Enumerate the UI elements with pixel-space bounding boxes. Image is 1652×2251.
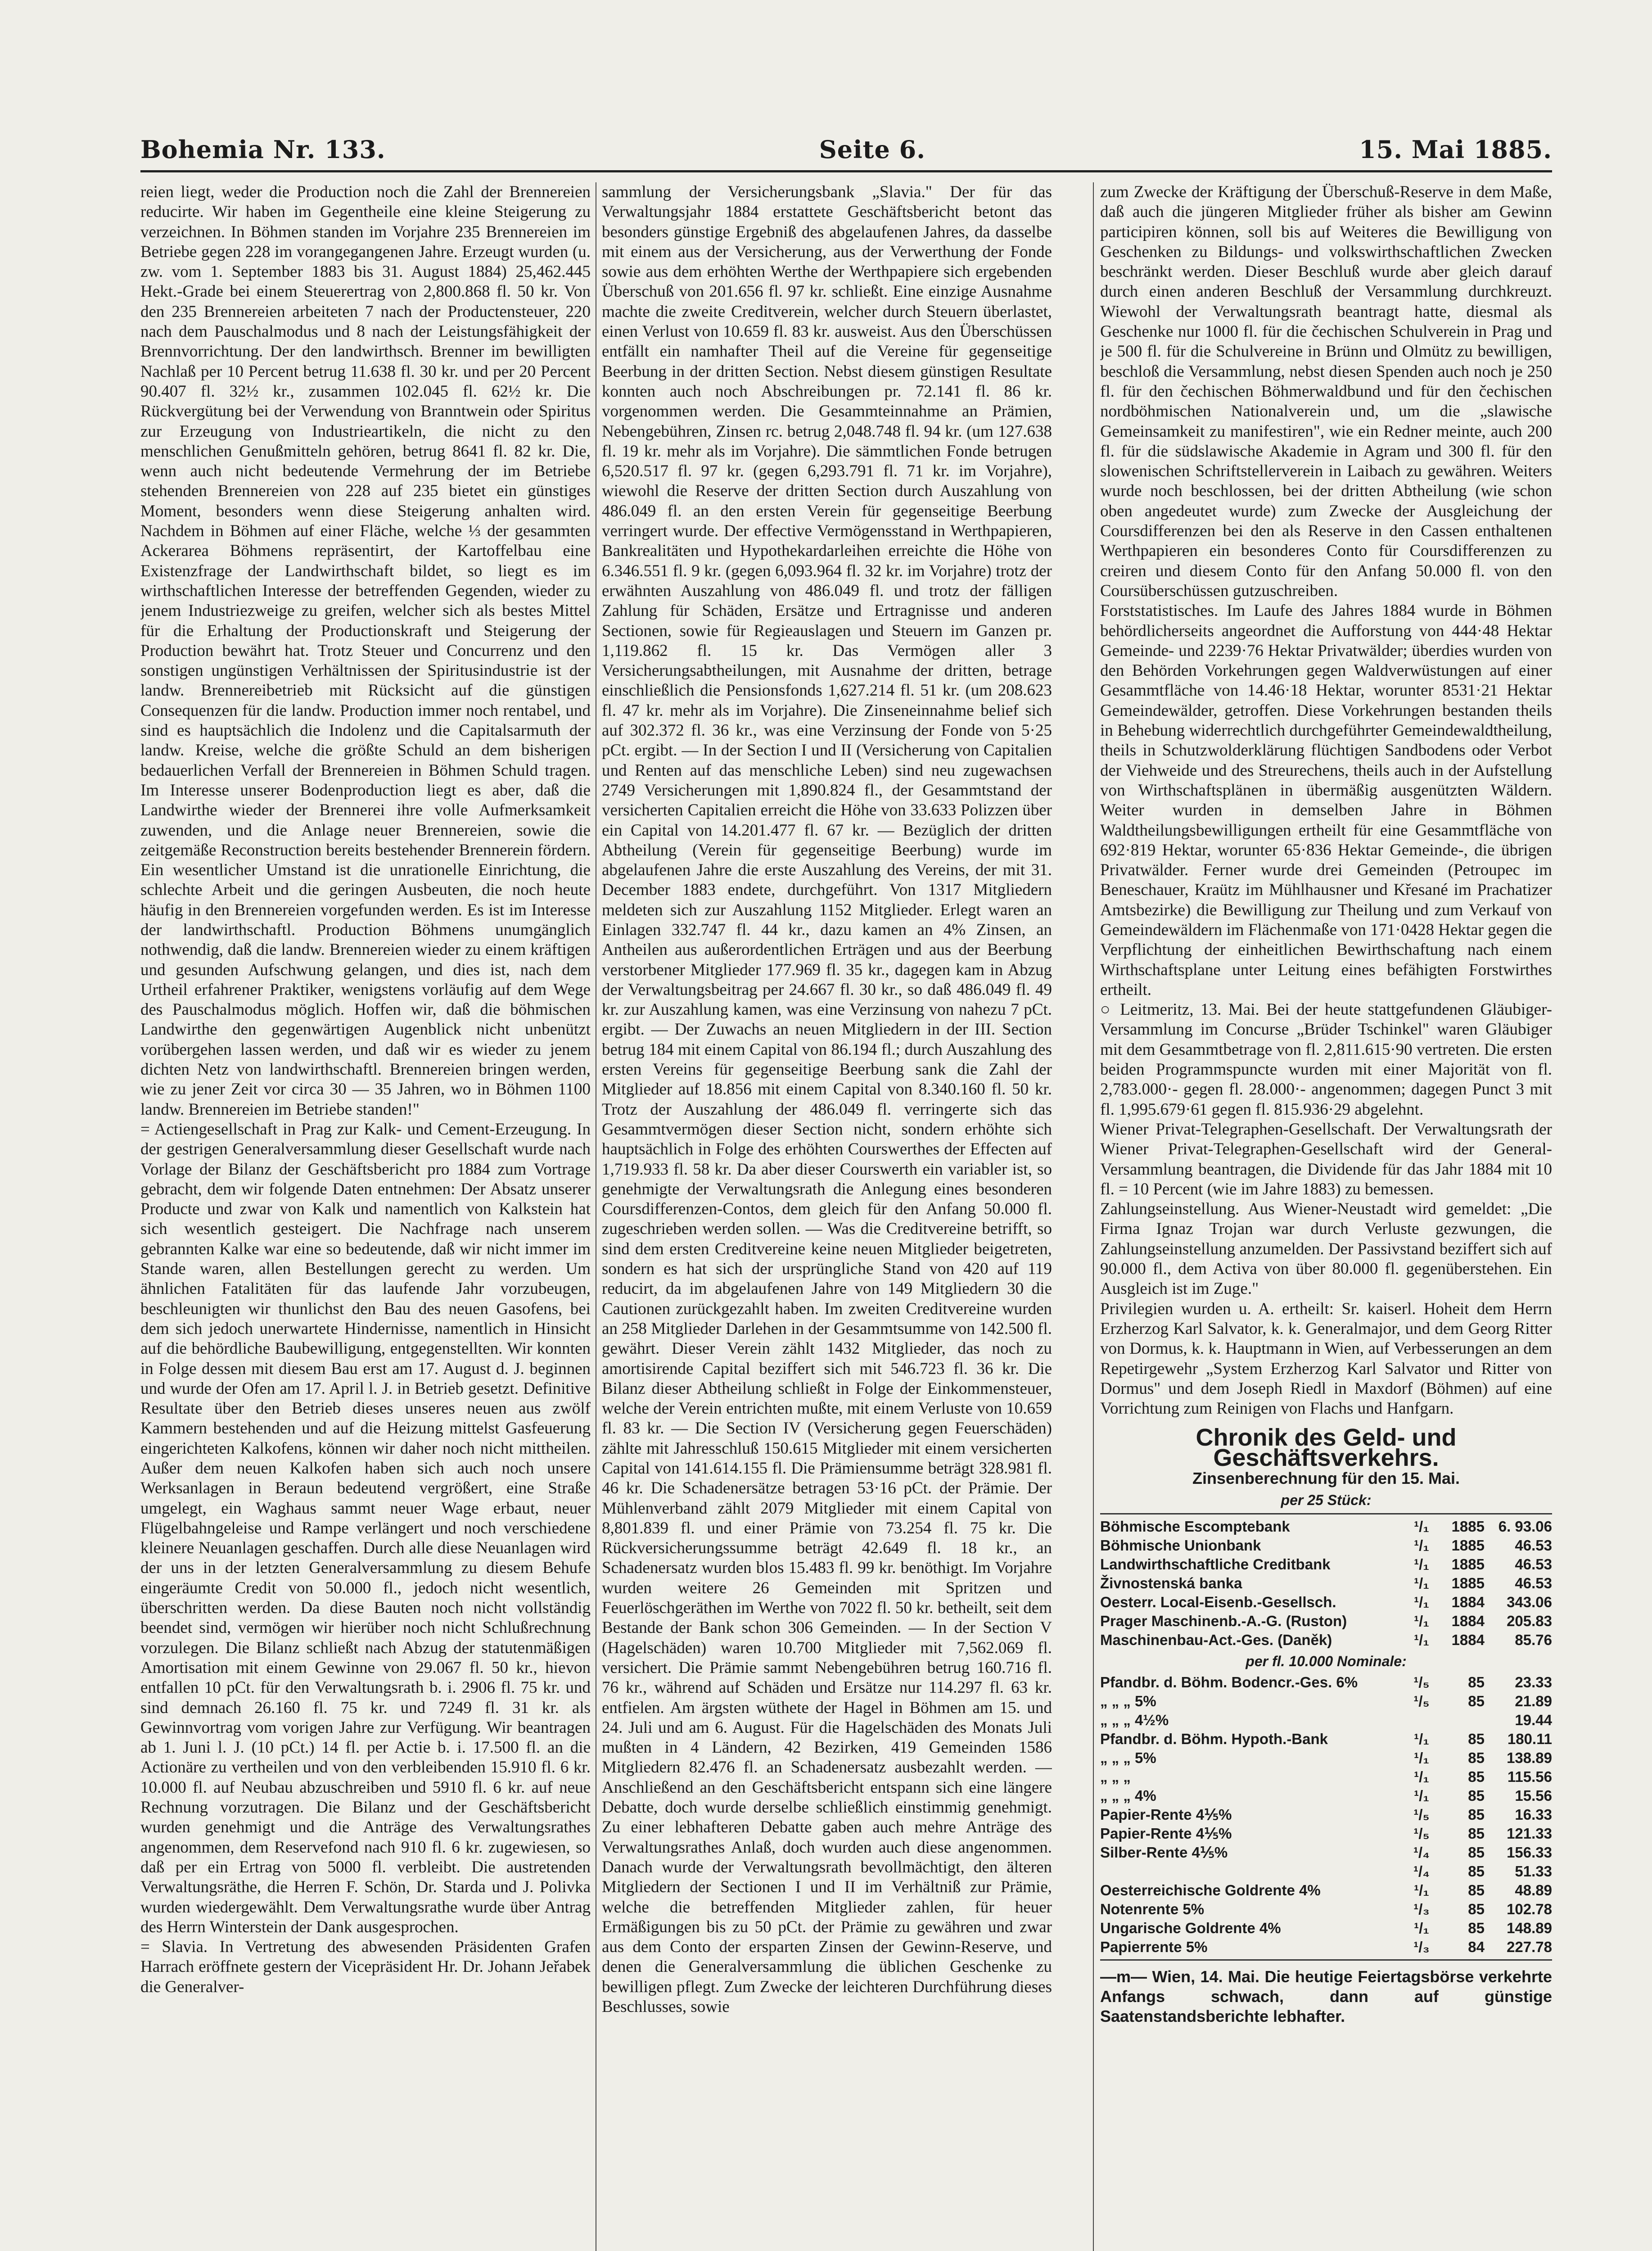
quote-price: 148.89 xyxy=(1507,1919,1552,1936)
quote-fraction: ¹/₃ xyxy=(1413,1938,1430,1955)
header-page-number: Seite 6. xyxy=(819,135,926,164)
quote-price: 23.33 xyxy=(1515,1673,1552,1691)
article-leitmeritz: ○ Leitmeritz, 13. Mai. Bei der heute stattgefundenen Gläubiger-Versammlung im Concurse „Brüder Tschinkel" waren Gläubiger mit dem Gesammtbetrage von fl. 2,811.615·90 vertreten. Die ersten beiden Programmspuncte wurden mit einer Majorität von fl. 2,783.000·- gegen fl. 28.000·- angenommen; dagegen Punct 3 mit fl. 1,995.679·61 gegen fl. 815.936·29 abgelehnt. xyxy=(1100,1000,1552,1119)
quote-name: Maschinenbau-Act.-Ges. (Daněk) xyxy=(1100,1631,1332,1648)
quote-name: Oesterreichische Goldrente 4% xyxy=(1100,1881,1321,1898)
quote-price: 15.56 xyxy=(1515,1787,1552,1804)
quote-price: 227.78 xyxy=(1507,1938,1552,1955)
quote-year: 1884 xyxy=(1451,1631,1485,1648)
quote-fraction: ¹/₁ xyxy=(1414,1749,1429,1766)
quote-row xyxy=(1100,1730,1552,1749)
header-rule xyxy=(140,170,1552,172)
quote-name: „ „ „ xyxy=(1100,1768,1131,1785)
quote-year: 85 xyxy=(1468,1862,1485,1880)
quote-year: 85 xyxy=(1468,1900,1485,1917)
quote-name: Prager Maschinenb.-A.-G. (Ruston) xyxy=(1100,1612,1347,1629)
article-brennereien: reien liegt, weder die Production noch die Zahl der Brennereien reducirte. Wir haben im Gegentheile eine kleine Steigerung zu verzeichnen. In Böhmen standen im Vorjahre 235 Brennereien im Betriebe gegen 228 im vorangegangenen Jahre. Erzeugt wurden (u. zw. vom 1. September 1883 bis 31. August 1884) 25,462.445 Hekt.-Grade bei einem Steuerertrag von 2,800.868 fl. 50 kr. Von den 235 Brennereien arbeiteten 7 nach der Productensteuer, 220 nach dem Pauschalmodus und 8 nach der Leistungsfähigkeit der Brennvorrichtung. Der den landwirthsch. Brenner im bewilligten Nachlaß per 10 Percent betrug 11.638 fl. 30 kr. und per 20 Percent 90.407 fl. 32½ kr., zusammen 102.045 fl. 62½ kr. Die Rückvergütung bei der Verwendung von Branntwein oder Spiritus zur Erzeugung von Industrieartikeln, die nicht zu den menschlichen Genußmitteln gehören, betrug 8641 fl. 82 kr. Die, wenn auch nicht bedeutende Vermehrung der im Betriebe stehenden Brennereien von 228 auf 235 bietet ein günstiges Moment, besonders wenn diese Steigerung anhalten wird. Nachdem in Böhmen auf einer Fläche, welche ⅓ der gesammten Ackerarea Böhmens repräsentirt, der Kartoffelbau eine Existenzfrage der Landwirthschaft bildet, so liegt es im wirthschaftlichen Interesse der betreffenden Gegenden, wieder zu jenem Industriezweige zu greifen, welcher sich als bestes Mittel für die Erhaltung der Productionskraft und Steigerung der Production bewährt hat. Trotz Steuer und Concurrenz und den sonstigen ungünstigen Verhältnissen der Spiritusindustrie ist der landw. Brennereibetrieb mit Rücksicht auf die günstigen Consequenzen für die landw. Production immer noch rentabel, und sind es hauptsächlich die Indolenz und die Capitalsarmuth der landw. Kreise, welche die größte Schuld an dem bisherigen bedauerlichen Verfall der Brennereien in Böhmen Schuld tragen. Im Interesse unserer Bodenproduction liegt es aber, daß die Landwirthe wieder der Brennerei ihre volle Aufmerksamkeit zuwenden, und die Anlage neuer Brennereien, sowie die zeitgemäße Reconstruction bereits bestehender Brennerein fördern. Ein wesentlicher Umstand ist die unrationelle Einrichtung, die schlechte Arbeit und die geringen Ausbeuten, die noch heute häufig in den Brennereien vorgefunden werden. Es ist im Interesse der landwirthschaftl. Production Böhmens unumgänglich nothwendig, daß die landw. Brennereien wieder zu einem kräftigen und gesunden Aufschwung gelangen, und dies ist, nach dem Urtheil erfahrener Praktiker, wenigstens vorläufig auf dem Wege des Pauschalmodus möglich. Hoffen wir, daß die böhmischen Landwirthe den gegenwärtigen Augenblick nicht unbenützt vorübergehen lassen werden, und daß wir es wieder zu jenem dichten Netz von landwirthschaftl. Brennereien bringen werden, wie zu jener Zeit vor circa 30 — 35 Jahren, wo in Böhmen 1100 landw. Brennereien im Betriebe standen!" xyxy=(140,183,591,1119)
quote-row xyxy=(1100,1843,1552,1862)
article-forststatistik: Forststatistisches. Im Laufe des Jahres 1884 wurde in Böhmen behördlicherseits angeordnet die Aufforstung von 444·48 Hektar Gemeinde- und 2239·76 Hektar Privatwälder; überdies wurden von den Behörden Vorkehrungen gegen Waldverwüstungen auf einer Gesammtfläche von 14.46·18 Hektar, worunter 8531·21 Hektar Gemeindewälder, getroffen. Diese Vorkehrungen bestanden theils in Behebung widerrechtlich durchgeführter Gemeindewaldtheilung, theils in Schutzwolderklärung flüchtigen Sandbodens oder Verbot der Viehweide und des Streurechens, theils auch in der Aufstellung von Wirthschaftsplänen in übermäßig ausgenützten Wäldern. Weiter wurden in demselben Jahre in Böhmen Waldtheilungsbewilligungen ertheilt für eine Gesammtfläche von 692·819 Hektar, worunter 65·836 Hektar Gemeinde-, die übrigen Privatwälder. Ferner wurde drei Gemeinden (Petroupec im Beneschauer, Kraütz im Mühlhausner und Křesané im Prachatizer Amtsbezirke) die Bewilligung zur Theilung und zum Verkauf von Gemeindewäldern im Flächenmaße von 171·0428 Hektar gegen die Verpflichtung der einheitlichen Bewirthschaftung nach einem Wirthschaftsplane unter Leitung eines befähigten Forstwirthes ertheilt. xyxy=(1100,601,1552,999)
column-1 xyxy=(140,182,591,2251)
quote-row xyxy=(1100,1767,1552,1786)
quote-fraction: ¹/₁ xyxy=(1414,1593,1429,1610)
article-slavia-start: = Slavia. In Vertretung des abwesenden Präsidenten Grafen Harrach eröffnete gestern der Vicepräsident Hr. Dr. Johann Jeřabek die Generalver- xyxy=(140,1938,591,1996)
quote-fraction: ¹/₁ xyxy=(1414,1768,1429,1785)
quotes-table xyxy=(1100,1513,1552,1961)
quote-name xyxy=(1100,1862,1408,1881)
quote-fraction: ¹/₁ xyxy=(1414,1574,1429,1591)
quote-row xyxy=(1100,1673,1552,1692)
quote-name: Pfandbr. d. Böhm. Hypoth.-Bank xyxy=(1100,1730,1328,1747)
quote-row xyxy=(1100,1631,1552,1650)
quote-year: 85 xyxy=(1468,1749,1485,1766)
quote-row xyxy=(1100,1574,1552,1593)
quote-row xyxy=(1100,1862,1552,1881)
quote-fraction: ¹/₄ xyxy=(1413,1844,1430,1861)
quote-name: Papier-Rente 4⅕% xyxy=(1100,1806,1232,1823)
column-3 xyxy=(1100,182,1552,2251)
quote-fraction: ¹/₃ xyxy=(1413,1900,1430,1917)
chronik-title: Chronik des Geld- und Geschäftsverkehrs. xyxy=(1196,1424,1457,1471)
quote-year: 85 xyxy=(1468,1844,1485,1861)
quote-price: 343.06 xyxy=(1507,1593,1552,1610)
article-slavia-body: sammlung der Versicherungsbank „Slavia." Der für das Verwaltungsjahr 1884 erstattete Geschäftsbericht betont das besonders günstige Ergebniß des abgelaufenen Jahres, da dasselbe mit einem aus der Versicherung, aus der Verwerthung der Fonde sowie aus dem erhöhten Werthe der Werthpapiere sich ergebenden Überschuß von 201.656 fl. 97 kr. schließt. Eine einzige Ausnahme machte die zweite Creditverein, welcher durch Steuern überlastet, einen Verlust von 10.659 fl. 83 kr. ausweist. Aus den Überschüssen entfällt ein namhafter Theil auf die Vereine für gegenseitige Beerbung in der dritten Section. Nebst diesem günstigen Resultate konnten auch noch Abschreibungen pr. 72.141 fl. 86 kr. vorgenommen werden. Die Gesammteinnahme an Prämien, Nebengebühren, Zinsen rc. betrug 2,048.748 fl. 94 kr. (um 127.638 fl. 19 kr. mehr als im Vorjahre). Die sämmtlichen Fonde betrugen 6,520.517 fl. 97 kr. (gegen 6,293.791 fl. 71 kr. im Vorjahre), wiewohl die Reserve der dritten Section durch Auszahlung von 486.049 fl. an den ersten Verein für gegenseitige Beerbung verringert wurde. Der effective Vermögensstand in Werthpapieren, Bankrealitäten und Hypothekardarleihen erreichte die Höhe von 6.346.551 fl. 9 kr. (gegen 6,093.964 fl. 32 kr. im Vorjahre) trotz der erwähnten Auszahlung von 486.049 fl. und trotz der fälligen Zahlung für Schäden, Ersätze und Ertragnisse und anderen Sectionen, sowie für Regieauslagen und Steuern im Ganzen pr. 1,119.862 fl. 15 kr. Das Vermögen aller 3 Versicherungsabtheilungen, mit Ausnahme der dritten, betrage einschließlich die Pensionsfonds 1,627.214 fl. 51 kr. (um 208.623 fl. 47 kr. mehr als im Vorjahre). Die Zinseneinnahme belief sich auf 302.372 fl. 36 kr., was eine Verzinsung der Fonde von 5·25 pCt. ergibt. — In der Section I und II (Versicherung von Capitalien und Renten auf das menschliche Leben) sind neu zugewachsen 2749 Versicherungen mit 1,890.824 fl., der Gesammtstand der versicherten Capitalien erreicht die Höhe von 33.633 Polizzen über ein Capital von 14.201.477 fl. 67 kr. — Bezüglich der dritten Abtheilung (Verein für gegenseitige Beerbung) wurde im abgelaufenen Jahre die erste Auszahlung des Vereins, der mit 31. December 1883 endete, durchgeführt. Von 1317 Mitgliedern meldeten sich zur Auszahlung 1152 Mitglieder. Erlegt waren an Einlagen 332.747 fl. 44 kr., dazu kamen an 4% Zinsen, an Antheilen aus außerordentlichen Erträgen und aus der Beerbung verstorbener Mitglieder 177.969 fl. 35 kr., dagegen kam in Abzug der Verwaltungsbeitrag per 24.667 fl. 30 kr., so daß 486.049 fl. 49 kr. zur Auszahlung kamen, was eine Verzinsung von nahezu 7 pCt. ergibt. — Der Zuwachs an neuen Mitgliedern in der III. Section betrug 184 mit einem Capital von 86.194 fl.; durch Auszahlung des ersten Vereins für gegenseitige Beerbung sank die Zahl der Mitglieder auf 18.856 mit einem Capital von 8.340.160 fl. 50 kr. Trotz der Auszahlung der 486.049 fl. verringerte sich das Gesammtvermögen dieser Section nicht, sondern erhöhte sich hauptsächlich in Folge des erhöhten Courswerthes der Effecten auf 1,719.933 fl. 58 kr. Da aber dieser Courswerth ein variabler ist, so genehmigte der Verwaltungsrath die Anlegung eines besonderen Coursdifferenzen-Contos, dem gleich für den Anfang 50.000 fl. zugeschrieben werden sollen. — Was die Creditvereine betrifft, so sind dem ersten Creditvereine keine neuen Mitglieder beigetreten, sondern es hat sich der ursprüngliche Stand von 420 auf 119 reducirt, da im abgelaufenen Jahre von 149 Mitgliedern 30 die Cautionen zurückgezahlt haben. Im zweiten Creditvereine wurden an 258 Mitglieder Darlehen in der Gesammtsumme von 142.500 fl. gewährt. Dieser Verein zählt 1432 Mitglieder, das noch zu amortisirende Capital beziffert sich mit 546.723 fl. 36 kr. Die Bilanz dieser Abtheilung schließt in Folge der Einkommensteuer, welche der Verein entrichten mußte, mit einem Verluste von 10.659 fl. 83 kr. — Die Section IV (Versicherung gegen Feuerschäden) zählte mit Jahresschluß 150.615 Mitglieder mit einem versicherten Capital von 141.614.155 fl. Die Prämiensumme beträgt 328.981 fl. 46 kr. Die Schadenersätze betragen 53·16 pCt. der Prämie. Der Mühlenverband zählt 2079 Mitglieder mit einem Capital von 8,801.839 fl. und einer Prämie von 73.254 fl. 75 kr. Die Rückversicherungssumme beträgt 42.649 fl. 18 kr., an Schadenersatz wurden blos 15.483 fl. 99 kr. benöthigt. Im Vorjahre wurden weitere 26 Gemeinden mit Spritzen und Feuerlöschgeräthen im Werthe von 7022 fl. 50 kr. betheilt, seit dem Bestande der Bank schon 306 Gemeinden. — In der Section V (Hagelschäden) waren 10.700 Mitglieder mit 7,562.069 fl. versichert. Die Prämie sammt Nebengebühren betrug 160.716 fl. 76 kr., während auf Schäden und Ersätze nur 114.297 fl. 63 kr. entfielen. Am ärgsten wüthete der Hagel in Böhmen am 15. und 24. Juli und am 6. August. Für die Hagelschäden des Monats Juli mußten in 4 Ländern, 42 Bezirken, 419 Gemeinden 1586 Mitgliedern 82.476 fl. an Schadenersatz ausbezahlt werden. — Anschließend an den Geschäftsbericht entspann sich eine längere Debatte, doch wurde derselbe schließlich einstimmig genehmigt. Zu einer lebhafteren Debatte gaben auch mehre Anträge des Verwaltungsrathes Anlaß, doch wurden auch diese angenommen. Danach wurde der Verwaltungsrath bevollmächtigt, den älteren Mitgliedern der Sectionen I und II im Verhältniß zur Prämie, welche die betreffenden Mitglieder zahlen, für heuer Ermäßigungen bis zu 50 pCt. der Prämie zu gewähren und zwar aus dem Conto der ersparten Zinsen der Gewinn-Reserve, und denen die Generalversammlung die üblichen Geschenke zu bewilligen pflegt. Zum Zwecke der leichteren Durchführung dieses Beschlusses, sowie xyxy=(602,183,1052,2016)
quote-name: Notenrente 5% xyxy=(1100,1900,1205,1917)
wien-report: —m— Wien, 14. Mai. Die heutige Feiertagsbörse verkehrte Anfangs schwach, dann auf günstige Saatenstandsberichte lebhafter. xyxy=(1100,1967,1552,2025)
quote-year: 1885 xyxy=(1451,1537,1485,1554)
quote-price: 102.78 xyxy=(1507,1900,1552,1917)
quote-row xyxy=(1100,1749,1552,1767)
quote-year: 85 xyxy=(1468,1919,1485,1936)
quote-name: Papier-Rente 4⅕% xyxy=(1100,1825,1232,1842)
quote-price: 46.53 xyxy=(1515,1537,1552,1554)
quote-fraction: ¹/₅ xyxy=(1413,1673,1430,1691)
quote-price: 48.89 xyxy=(1515,1881,1552,1898)
quote-row xyxy=(1100,1938,1552,1957)
quote-name: Oesterr. Local-Eisenb.-Gesellsch. xyxy=(1100,1593,1336,1610)
article-zahlungseinstellung: Zahlungseinstellung. Aus Wiener-Neustadt wird gemeldet: „Die Firma Ignaz Trojan war durch Verluste gezwungen, die Zahlungseinstellung anzumelden. Der Passivstand beziffert sich auf 90.000 fl., dem Activa von über 80.000 fl. gegenüberstehen. Ein Ausgleich ist im Zuge." xyxy=(1100,1200,1552,1298)
quote-row xyxy=(1100,1593,1552,1612)
quote-fraction: ¹/₅ xyxy=(1413,1692,1430,1709)
quote-name: Landwirthschaftliche Creditbank xyxy=(1100,1555,1331,1573)
quote-price: 180.11 xyxy=(1507,1730,1552,1747)
quote-fraction: ¹/₁ xyxy=(1414,1537,1429,1554)
quote-price: 19.44 xyxy=(1515,1711,1552,1728)
quote-year: 1885 xyxy=(1451,1574,1485,1591)
quote-price: 85.76 xyxy=(1515,1631,1552,1648)
quote-year: 1885 xyxy=(1451,1555,1485,1573)
quote-row xyxy=(1100,1517,1552,1536)
quote-price: 121.33 xyxy=(1507,1825,1552,1842)
quote-fraction: ¹/₁ xyxy=(1414,1631,1429,1648)
quote-name: Böhmische Unionbank xyxy=(1100,1537,1261,1554)
quote-name: Böhmische Escomptebank xyxy=(1100,1518,1290,1535)
quote-fraction: ¹/₅ xyxy=(1413,1806,1430,1823)
chronik-subtitle: Zinsenberechnung für den 15. Mai. xyxy=(1192,1469,1460,1487)
quote-fraction xyxy=(1408,1711,1435,1730)
quote-name: „ „ „ 4½% xyxy=(1100,1711,1169,1728)
quote-row xyxy=(1100,1692,1552,1711)
quote-name: Pfandbr. d. Böhm. Bodencr.-Ges. 6% xyxy=(1100,1673,1358,1691)
header-date: 15. Mai 1885. xyxy=(1359,135,1552,164)
article-kalk-cement: = Actiengesellschaft in Prag zur Kalk- und Cement-Erzeugung. In der gestrigen Generalversammlung dieser Gesellschaft wurde nach Vorlage der Bilanz der Geschäftsbericht pro 1884 zum Vortrage gebracht, dem wir folgende Daten entnehmen: Der Absatz unserer Producte und zwar von Kalk und namentlich von Kalkstein hat sich wesentlich gesteigert. Die Nachfrage nach unserem gebrannten Kalke war eine so bedeutende, daß wir nicht immer im Stande waren, allen Bestellungen gerecht zu werden. Um ähnlichen Fatalitäten für das laufende Jahr vorzubeugen, beschleunigten wir thunlichst den Bau des neuen Gasofens, bei dem sich jedoch unerwartete Hindernisse, namentlich in Hinsicht auf die behördliche Baubewilligung, entgegenstellten. Wir konnten in Folge dessen mit diesem Bau erst am 17. August d. J. beginnen und wurde der Ofen am 17. April l. J. in Betrieb gesetzt. Definitive Resultate über den Betrieb dieses unseres neuen aus zwölf Kammern bestehenden und auf die Heizung mittelst Gasfeuerung eingerichteten Kalkofens, können wir daher noch nicht mittheilen. Außer dem neuen Kalkofen haben sich auch noch unsere Werksanlagen in Beraun bedeutend vergrößert, eine Straße umgelegt, ein Waghaus sammt neuer Wage erbaut, neuer Flügelbahngeleise und Rampe verlängert und noch verschiedene kleinere Neuanlagen geschaffen. Durch alle diese Neuanlagen wird der uns in der letzten Generalversammlung zu diesem Behufe eingeräumte Credit von 50.000 fl., jedoch nicht wesentlich, überschritten werden. Da diese Bauten noch nicht vollständig beendet sind, vermögen wir hierüber noch nicht Schlußrechnung vorzulegen. Die Bilanz schließt nach Abzug der statutenmäßigen Amortisation mit einem Gewinne von 29.067 fl. 50 kr., hievon entfallen 10 pCt. für den Verwaltungsrath b. i. 2906 fl. 75 kr. und sind demnach 26.160 fl. 75 kr. und 7249 fl. 31 kr. als Gewinnvortrag vom vorigen Jahre zur Verfügung. Wir beantragen ab 1. Juni l. J. (10 pCt.) 14 fl. per Actie b. i. 17.500 fl. an die Actionäre zu vertheilen und von den verbleibenden 15.910 fl. 6 kr. 10.000 fl. auf Neubau abzuschreiben und 5910 fl. 6 kr. auf neue Rechnung vorzutragen. Die Bilanz und der Geschäftsbericht wurden genehmigt und die Anträge des Verwaltungsrathes angenommen, dem Reservefond nach 910 fl. 6 kr. zugewiesen, so daß per ein Ertrag von 5000 fl. verbleibt. Die austretenden Verwaltungsräthe, die Herren F. Schön, Dr. Starda und J. Polivka wurden wiedergewählt. Dem Verwaltungsrathe wurde über Antrag des Herrn Winterstein der Dank ausgesprochen. xyxy=(140,1120,591,1936)
quote-name: Silber-Rente 4⅕% xyxy=(1100,1844,1228,1861)
chronik-per-stueck: per 25 Stück: xyxy=(1281,1492,1372,1509)
quote-year: 1885 xyxy=(1451,1518,1485,1535)
quote-price: 51.33 xyxy=(1515,1862,1552,1880)
quote-fraction: ¹/₁ xyxy=(1414,1730,1429,1747)
quote-price: 205.83 xyxy=(1507,1612,1552,1629)
quote-fraction: ¹/₁ xyxy=(1414,1555,1429,1573)
quote-fraction: ¹/₁ xyxy=(1414,1881,1429,1898)
quote-price: 16.33 xyxy=(1515,1806,1552,1823)
quote-fraction: ¹/₁ xyxy=(1414,1787,1429,1804)
quote-year: 84 xyxy=(1468,1938,1485,1955)
quote-name: „ „ „ 5% xyxy=(1100,1692,1156,1709)
quotes-section-label: per fl. 10.000 Nominale: xyxy=(1246,1653,1407,1669)
quote-price: 156.33 xyxy=(1507,1844,1552,1861)
quote-year: 85 xyxy=(1468,1806,1485,1823)
article-slavia-end: zum Zwecke der Kräftigung der Überschuß-Reserve in dem Maße, daß auch die jüngeren Mitglieder früher als bisher am Gewinn participiren können, soll bis auf Weiteres die Bewilligung von Geschenken zu Bildungs- und volkswirthschaftlichen Zwecken beschränkt werden. Dieser Beschluß wurde aber gleich darauf durch einen anderen Beschluß der Versammlung durchkreuzt. Wiewohl der Verwaltungsrath beantragt hatte, diesmal als Geschenke nur 1000 fl. für die čechischen Schulverein in Prag und je 500 fl. für die Schulvereine in Brünn und Olmütz zu bewilligen, beschloß die Versammlung, nebst diesen Spenden auch noch je 250 fl. für den čechischen Böhmerwaldbund und für den čechischen nordböhmischen Nationalverein und, um die „slawische Gemeinsamkeit zu manifestiren", wie ein Redner meinte, auch 200 fl. für die südslawische Akademie in Agram und 300 fl. für den slowenischen Schriftstellerverein in Laibach zu gewähren. Weiters wurde noch beschlossen, bei der dritten Abtheilung (wie schon oben angedeutet wurde) zum Zwecke der Ausgleichung der Coursdifferenzen bei den als Reserve in den Cassen enthaltenen Werthpapieren ein besonderes Conto für Coursdifferenzen zu creiren und diesem Conto für den Anfang 50.000 fl. von den Coursüberschüssen gutzuschreiben. xyxy=(1100,183,1552,600)
quote-year: 1884 xyxy=(1451,1593,1485,1610)
quote-year: 85 xyxy=(1468,1673,1485,1691)
quote-row xyxy=(1100,1536,1552,1555)
quote-row xyxy=(1100,1900,1552,1919)
page-header xyxy=(140,132,1552,164)
quote-price: 115.56 xyxy=(1507,1768,1552,1785)
quote-fraction: ¹/₁ xyxy=(1414,1612,1429,1629)
quote-row xyxy=(1100,1786,1552,1805)
quote-row xyxy=(1100,1881,1552,1900)
column-rule-2 xyxy=(1093,182,1094,2251)
quote-row xyxy=(1100,1824,1552,1843)
quote-price: 21.89 xyxy=(1515,1692,1552,1709)
quote-price: 6. 93.06 xyxy=(1498,1518,1552,1535)
header-masthead: Bohemia Nr. 133. xyxy=(140,135,386,164)
quote-year: 85 xyxy=(1468,1692,1485,1709)
quote-year: 85 xyxy=(1468,1787,1485,1804)
quote-row xyxy=(1100,1711,1552,1730)
quote-name: Papierrente 5% xyxy=(1100,1938,1208,1955)
quote-name: Ungarische Goldrente 4% xyxy=(1100,1919,1281,1936)
quote-fraction: ¹/₁ xyxy=(1414,1518,1429,1535)
quote-fraction: ¹/₅ xyxy=(1413,1825,1430,1842)
article-telegraphen: Wiener Privat-Telegraphen-Gesellschaft. Der Verwaltungsrath der Wiener Privat-Telegraphen-Gesellschaft wird der General-Versammlung beantragen, die Dividende für das Jahr 1884 mit 10 fl. = 10 Percent (wie im Jahre 1883) zu bemessen. xyxy=(1100,1120,1552,1198)
quote-row xyxy=(1100,1805,1552,1824)
quote-year: 85 xyxy=(1468,1768,1485,1785)
quote-year: 85 xyxy=(1468,1730,1485,1747)
column-2 xyxy=(602,182,1052,2251)
quote-price: 46.53 xyxy=(1515,1574,1552,1591)
quote-row xyxy=(1100,1555,1552,1574)
quote-year xyxy=(1435,1711,1485,1730)
quote-fraction: ¹/₁ xyxy=(1414,1919,1429,1936)
quote-year: 1884 xyxy=(1451,1612,1485,1629)
quote-name: „ „ „ 4% xyxy=(1100,1787,1156,1804)
quote-fraction: ¹/₄ xyxy=(1413,1862,1430,1880)
quote-price: 138.89 xyxy=(1507,1749,1552,1766)
quote-price: 46.53 xyxy=(1515,1555,1552,1573)
quote-year: 85 xyxy=(1468,1825,1485,1842)
quote-name: Živnostenská banka xyxy=(1100,1574,1242,1591)
quote-name: „ „ „ 5% xyxy=(1100,1749,1156,1766)
quote-row xyxy=(1100,1612,1552,1631)
quote-row xyxy=(1100,1919,1552,1938)
quote-year: 85 xyxy=(1468,1881,1485,1898)
article-privilegien: Privilegien wurden u. A. ertheilt: Sr. kaiserl. Hoheit dem Herrn Erzherzog Karl Salvator, k. k. Generalmajor, und dem Georg Ritter von Dormus, k. k. Hauptmann in Wien, auf Verbesserungen an dem Repetirgewehr „System Erzherzog Karl Salvator und Ritter von Dormus" und dem Joseph Riedl in Maxdorf (Böhmen) auf eine Vorrichtung zum Reinigen von Flachs und Hanfgarn. xyxy=(1100,1299,1552,1418)
